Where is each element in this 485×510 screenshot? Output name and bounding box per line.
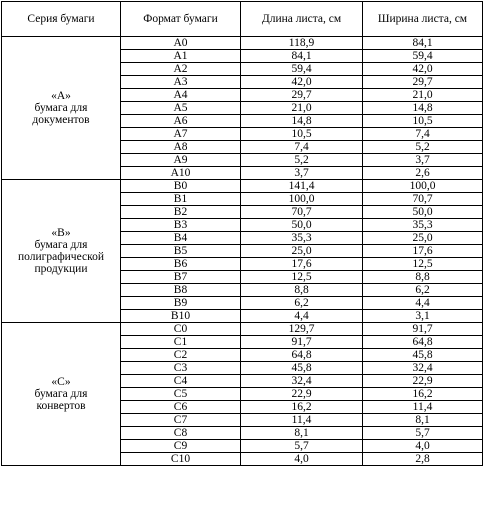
- format-cell: B2: [121, 206, 241, 219]
- width-cell: 42,0: [363, 63, 483, 76]
- width-cell: 50,0: [363, 206, 483, 219]
- width-cell: 64,8: [363, 336, 483, 349]
- table-row: [2, 37, 483, 50]
- format-cell: B1: [121, 193, 241, 206]
- format-cell: A6: [121, 115, 241, 128]
- paper-format-table-container: [1, 1, 483, 466]
- table-row: [2, 323, 483, 336]
- format-cell: B3: [121, 219, 241, 232]
- width-cell: 12,5: [363, 258, 483, 271]
- format-cell: C4: [121, 375, 241, 388]
- format-cell: C5: [121, 388, 241, 401]
- width-cell: 14,8: [363, 102, 483, 115]
- width-cell: 4,0: [363, 440, 483, 453]
- width-cell: 84,1: [363, 37, 483, 50]
- header-row: [2, 2, 483, 37]
- paper-format-table: [1, 1, 483, 466]
- width-cell: 45,8: [363, 349, 483, 362]
- width-cell: 7,4: [363, 128, 483, 141]
- table-body: [2, 37, 483, 466]
- header-series: Серия бумаги: [2, 2, 121, 37]
- format-cell: A10: [121, 167, 241, 180]
- length-cell: 12,5: [241, 271, 363, 284]
- length-cell: 59,4: [241, 63, 363, 76]
- width-cell: 3,7: [363, 154, 483, 167]
- length-cell: 129,7: [241, 323, 363, 336]
- length-cell: 84,1: [241, 50, 363, 63]
- length-cell: 14,8: [241, 115, 363, 128]
- header-length: Длина листа, см: [241, 2, 363, 37]
- format-cell: A5: [121, 102, 241, 115]
- width-cell: 5,2: [363, 141, 483, 154]
- format-cell: A7: [121, 128, 241, 141]
- width-cell: 29,7: [363, 76, 483, 89]
- length-cell: 5,2: [241, 154, 363, 167]
- format-cell: C8: [121, 427, 241, 440]
- length-cell: 100,0: [241, 193, 363, 206]
- width-cell: 22,9: [363, 375, 483, 388]
- length-cell: 8,8: [241, 284, 363, 297]
- format-cell: C1: [121, 336, 241, 349]
- length-cell: 45,8: [241, 362, 363, 375]
- series-label-line: бумага для: [34, 239, 88, 251]
- series-cell: [2, 323, 121, 466]
- width-cell: 2,6: [363, 167, 483, 180]
- format-cell: C6: [121, 401, 241, 414]
- format-cell: B6: [121, 258, 241, 271]
- format-cell: C0: [121, 323, 241, 336]
- width-cell: 8,1: [363, 414, 483, 427]
- series-label-line: бумага для: [34, 102, 88, 114]
- length-cell: 32,4: [241, 375, 363, 388]
- width-cell: 21,0: [363, 89, 483, 102]
- format-cell: B10: [121, 310, 241, 323]
- length-cell: 118,9: [241, 37, 363, 50]
- length-cell: 35,3: [241, 232, 363, 245]
- length-cell: 3,7: [241, 167, 363, 180]
- length-cell: 4,4: [241, 310, 363, 323]
- width-cell: 70,7: [363, 193, 483, 206]
- series-label-line: продукции: [34, 263, 88, 275]
- series-cell: [2, 37, 121, 180]
- header-width: Ширина листа, см: [363, 2, 483, 37]
- width-cell: 16,2: [363, 388, 483, 401]
- length-cell: 22,9: [241, 388, 363, 401]
- format-cell: B8: [121, 284, 241, 297]
- series-label-line: документов: [32, 114, 90, 126]
- width-cell: 3,1: [363, 310, 483, 323]
- format-cell: B9: [121, 297, 241, 310]
- length-cell: 29,7: [241, 89, 363, 102]
- width-cell: 91,7: [363, 323, 483, 336]
- series-label-line: «B»: [51, 227, 71, 239]
- length-cell: 5,7: [241, 440, 363, 453]
- length-cell: 7,4: [241, 141, 363, 154]
- length-cell: 42,0: [241, 76, 363, 89]
- length-cell: 91,7: [241, 336, 363, 349]
- width-cell: 17,6: [363, 245, 483, 258]
- series-label-line: «A»: [51, 90, 71, 102]
- format-cell: A8: [121, 141, 241, 154]
- format-cell: B4: [121, 232, 241, 245]
- format-cell: A2: [121, 63, 241, 76]
- width-cell: 11,4: [363, 401, 483, 414]
- format-cell: C3: [121, 362, 241, 375]
- width-cell: 10,5: [363, 115, 483, 128]
- width-cell: 35,3: [363, 219, 483, 232]
- length-cell: 141,4: [241, 180, 363, 193]
- length-cell: 16,2: [241, 401, 363, 414]
- format-cell: B7: [121, 271, 241, 284]
- length-cell: 8,1: [241, 427, 363, 440]
- width-cell: 2,8: [363, 453, 483, 466]
- width-cell: 59,4: [363, 50, 483, 63]
- format-cell: A1: [121, 50, 241, 63]
- format-cell: C9: [121, 440, 241, 453]
- width-cell: 4,4: [363, 297, 483, 310]
- format-cell: C2: [121, 349, 241, 362]
- format-cell: C7: [121, 414, 241, 427]
- length-cell: 21,0: [241, 102, 363, 115]
- width-cell: 6,2: [363, 284, 483, 297]
- format-cell: A0: [121, 37, 241, 50]
- series-label-line: полиграфической: [17, 251, 104, 263]
- format-cell: A3: [121, 76, 241, 89]
- table-row: [2, 180, 483, 193]
- series-label-line: конвертов: [36, 400, 86, 412]
- width-cell: 100,0: [363, 180, 483, 193]
- length-cell: 11,4: [241, 414, 363, 427]
- length-cell: 50,0: [241, 219, 363, 232]
- length-cell: 70,7: [241, 206, 363, 219]
- series-label-line: бумага для: [34, 388, 88, 400]
- format-cell: C10: [121, 453, 241, 466]
- width-cell: 32,4: [363, 362, 483, 375]
- length-cell: 25,0: [241, 245, 363, 258]
- length-cell: 4,0: [241, 453, 363, 466]
- format-cell: A9: [121, 154, 241, 167]
- table-header: [2, 2, 483, 37]
- length-cell: 10,5: [241, 128, 363, 141]
- series-label-line: «C»: [51, 376, 71, 388]
- header-format: Формат бумаги: [121, 2, 241, 37]
- width-cell: 8,8: [363, 271, 483, 284]
- length-cell: 64,8: [241, 349, 363, 362]
- width-cell: 25,0: [363, 232, 483, 245]
- series-cell: [2, 180, 121, 323]
- format-cell: A4: [121, 89, 241, 102]
- format-cell: B5: [121, 245, 241, 258]
- length-cell: 17,6: [241, 258, 363, 271]
- length-cell: 6,2: [241, 297, 363, 310]
- format-cell: B0: [121, 180, 241, 193]
- width-cell: 5,7: [363, 427, 483, 440]
